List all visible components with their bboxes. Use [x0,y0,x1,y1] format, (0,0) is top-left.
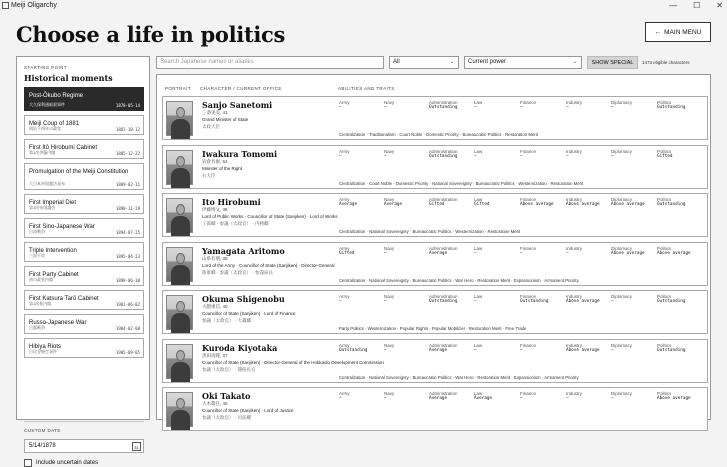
ability-label: Administration [429,294,458,299]
ability-label: Administration [429,197,458,202]
ability-value: – [384,153,387,159]
show-special-button[interactable]: SHOW SPECIAL [587,56,638,69]
character-office: Lord of the Army · Councillor of State (Sanjiken) · Director-General [202,262,335,268]
ability-value: Outstanding [520,299,549,304]
ability-value: – [611,299,614,304]
moment-card[interactable] [24,139,144,159]
ability-value: Gifted [429,202,445,207]
ability-cell [339,343,385,353]
character-traits: Centralization · National Sovereignty · Bureaucratic Politics · War Hero · Restoration Merit · Expansionism · Armament Priority [339,277,579,283]
ability-label: Law [474,148,483,154]
ability-label: Law [474,197,483,202]
ability-label: Finance [520,245,537,251]
moment-name: First Itō Hirobumi Cabinet [29,145,98,151]
chevron-down-icon: ⌄ [449,59,454,65]
ability-value: Average [339,202,358,207]
ability-label: Navy [384,391,395,396]
main-menu-button[interactable] [645,22,711,42]
ability-label: Administration [429,148,458,154]
moment-card[interactable] [24,115,144,135]
ability-label: Army [339,294,350,299]
ability-cell [384,391,430,401]
ability-value: – [339,396,342,401]
ability-label: Diplomacy [611,197,633,202]
character-row[interactable] [162,96,708,140]
ability-cell [566,294,612,304]
moment-card[interactable] [24,314,144,334]
ability-label: Finance [520,342,537,348]
ability-cell [339,149,385,159]
ability-cell [384,343,430,353]
ability-label: Politics [657,245,672,251]
ability-value: – [520,396,523,401]
character-row[interactable] [162,193,708,237]
ability-label: Industry [566,100,583,105]
moment-card[interactable] [24,194,144,214]
ability-cell [611,391,657,401]
moment-card[interactable] [24,218,144,238]
ability-cell [657,197,703,207]
moment-card[interactable] [24,242,144,262]
ability-cell [520,100,566,110]
page-title: Choose a life in politics [16,22,286,47]
ability-cell [429,149,475,159]
window-title: Meiji Oligarchy [11,2,57,9]
app-icon [2,2,9,9]
ability-value: – [384,396,387,401]
ability-value: – [520,347,523,353]
character-office-japanese: 参議（太政官） · 開拓長官 [202,366,256,372]
ability-value: Average [429,347,448,353]
eligible-count: 1473 eligible characters [642,60,690,65]
ability-label: Finance [520,391,537,396]
ability-label: Administration [429,391,458,396]
moment-card[interactable] [24,163,144,190]
ability-label: Finance [520,197,537,202]
ability-cell [429,100,475,110]
header-character: CHARACTER / CURRENT OFFICE [200,86,282,91]
moment-japanese-name: 大日本帝国憲法発布 [29,181,65,186]
ability-value: – [566,396,569,401]
custom-date-label: CUSTOM DATE [24,428,61,433]
portrait-image [166,247,193,282]
search-input[interactable]: Search Japanese names or aliases [156,56,384,69]
character-traits: Centralization · National Sovereignty · Bureaucratic Politics · War Hero · Restoration Merit · Expansionism · Armament Priority [339,374,579,380]
ability-value: – [566,153,569,159]
ability-cell [566,391,612,401]
character-row[interactable] [162,145,708,189]
moment-date: 1890-11-29 [115,206,140,211]
moment-japanese-name: 初の政党内閣 [29,277,53,282]
moment-japanese-name: 第1次桂内閣 [29,301,52,306]
ability-label: Law [474,342,483,348]
character-office-japanese: 工部卿 · 参議（太政官） · 内務卿 [202,221,269,226]
ability-cell [611,294,657,304]
ability-label: Politics [657,391,672,396]
portrait-image [166,344,193,379]
ability-label: Army [339,197,350,202]
group-select[interactable] [389,56,459,69]
ability-value: Above average [520,202,554,207]
ability-value: Above average [566,299,600,304]
portrait-image [166,295,193,330]
ability-cell [566,100,612,110]
ability-value: – [384,347,387,353]
ability-value: – [384,299,387,304]
moment-name: First Katsura Tarō Cabinet [29,296,99,302]
ability-cell [384,246,430,256]
ability-cell [474,391,520,401]
ability-cell [429,246,475,256]
header-abilities: ABILITIES AND TRAITS [338,86,395,91]
moment-date: 1895-04-23 [115,254,140,259]
ability-value: Above average [657,396,691,401]
ability-value: Outstanding [429,299,458,304]
ability-cell [566,149,612,159]
ability-cell [566,246,612,256]
custom-date-input[interactable] [24,439,144,453]
ability-cell [611,100,657,110]
character-traits: Centralization · Traditionalism · Court Noble · Domestic Priority · Bureaucratic Politics · Restoration Merit [339,132,538,137]
character-office-japanese: 太政大臣 [202,124,220,129]
uncertain-checkbox[interactable] [24,459,32,467]
portrait-image [166,392,193,427]
character-office-japanese: 参議（太政官） · 大蔵卿 [202,318,251,323]
ability-label: Finance [520,100,537,105]
portrait-image [166,101,193,136]
ability-label: Navy [384,148,395,154]
ability-label: Administration [429,245,458,251]
character-name: Kuroda Kiyotaka [202,342,278,353]
ability-cell [474,343,520,353]
ability-cell [339,100,385,110]
character-office: Grand Minister of State [202,117,249,122]
ability-label: Law [474,294,483,299]
character-office: Councillor of State (Sanjiken) · Lord of Finance [202,311,296,316]
ability-label: Politics [657,294,672,299]
ability-value: Outstanding [429,153,458,159]
ability-label: Law [474,100,483,105]
starting-point-label: STARTING POINT [24,65,67,70]
ability-label: Army [339,245,350,251]
ability-value: – [339,105,342,110]
ability-label: Diplomacy [611,294,633,299]
ability-label: Politics [657,197,672,202]
ability-cell [566,197,612,207]
ability-cell [474,294,520,304]
ability-cell [339,294,385,304]
character-table [156,74,711,420]
ability-label: Industry [566,197,583,202]
main-menu-label: MAIN MENU [664,28,702,36]
ability-label: Diplomacy [611,100,633,105]
moment-card[interactable] [24,266,144,286]
ability-value: – [566,105,569,110]
ability-cell [429,197,475,207]
ability-label: Industry [566,342,583,348]
ability-cell [339,391,385,401]
ability-cell [384,149,430,159]
character-office: Lord of Public Works · Councillor of State (Sanjiken) · Lord of Works [202,214,338,219]
ability-label: Army [339,342,350,348]
moment-date: 1894-07-25 [115,230,140,235]
moment-date: 1898-06-30 [115,278,140,283]
ability-cell [611,343,657,353]
ability-value: Outstanding [657,347,686,353]
moment-name: First Sino-Japanese War [29,224,95,230]
ability-cell [611,149,657,159]
ability-cell [429,294,475,304]
ability-cell [657,343,703,353]
ability-cell [520,246,566,256]
character-row[interactable] [162,387,708,431]
moment-name: Hibiya Riots [29,344,62,350]
ability-cell [429,343,475,353]
character-name: Sanjo Sanetomi [202,100,273,110]
character-office: Councillor of State (Sanjiken) · Lord of Justice [202,408,294,413]
ability-cell [384,294,430,304]
moment-japanese-name: 日清戦争 [29,229,45,234]
character-office-japanese: 右大臣 [202,172,216,178]
ability-label: Diplomacy [611,148,633,154]
character-row[interactable] [162,339,708,383]
ability-label: Politics [657,148,672,154]
ability-label: Navy [384,100,395,105]
ability-cell [339,246,385,256]
ability-value: Outstanding [429,105,458,110]
uncertain-label: Include uncertain dates [36,460,99,466]
ability-label: Politics [657,342,672,348]
ability-value: Average [429,396,448,401]
ability-label: Navy [384,245,395,251]
moment-name: First Party Cabinet [29,272,79,278]
ability-cell [611,246,657,256]
chevron-down-icon: ⌄ [572,59,577,65]
ability-value: – [384,250,387,256]
character-japanese-name: 山県有朋, 39 [202,255,228,261]
character-japanese-name: 三条実美, 41 [202,110,228,115]
moment-japanese-name: 第1回帝国議会 [29,205,56,210]
moment-japanese-name: 明治十四年の政変 [29,126,61,131]
moment-japanese-name: 三国干渉 [29,253,45,258]
moment-japanese-name: 大久保利通暗殺事件 [29,102,65,107]
ability-label: Law [474,391,483,396]
ability-cell [474,149,520,159]
moment-name: First Imperial Diet [29,200,77,206]
ability-label: Industry [566,391,583,396]
ability-cell [520,391,566,401]
ability-value: Above average [566,202,600,207]
ability-cell [520,149,566,159]
moment-name: Meiji Coup of 1881 [29,121,80,127]
ability-label: Navy [384,197,395,202]
ability-cell [657,149,703,159]
ability-label: Finance [520,148,537,154]
ability-label: Army [339,148,350,154]
power-select-value: Current power [468,59,507,65]
character-name: Okuma Shigenobu [202,294,285,304]
ability-value: – [474,250,477,256]
character-traits: Centralization · National Sovereignty · Bureaucratic Politics · Westernization · Restoration Merit [339,229,521,234]
character-traits: Party Politics · Westernization · Popular Rights · Popular Mobilizer · Restoration Merit · Free Trade [339,326,527,331]
character-japanese-name: 岩倉具視, 52 [202,158,228,164]
power-select[interactable] [464,56,582,69]
ability-value: Above average [566,347,600,353]
ability-value: – [339,299,342,304]
ability-value: – [339,153,342,159]
moment-japanese-name: 日比谷焼打事件 [29,349,57,354]
ability-value: – [520,153,523,159]
header-portrait: PORTRAIT [165,86,191,91]
ability-cell [429,391,475,401]
moment-date: 1901-06-02 [115,302,140,307]
ability-value: Outstanding [657,299,686,304]
ability-label: Army [339,100,350,105]
minimize-button[interactable]: — [669,1,678,10]
ability-cell [520,197,566,207]
character-row[interactable] [162,290,708,334]
group-select-value: All [393,59,400,65]
ability-label: Navy [384,342,395,348]
historical-moments-title: Historical moments [24,73,113,83]
ability-value: Average [474,396,493,401]
calendar-icon[interactable]: 31 [132,442,141,451]
ability-cell [566,343,612,353]
moment-japanese-name: 日露戦争 [29,325,45,330]
moment-name: Triple Intervention [29,248,77,254]
portrait-image [166,150,193,185]
ability-value: Gifted [339,250,355,256]
moment-date: 1904-02-08 [115,326,140,331]
arrow-left-icon: ← [654,28,662,36]
ability-cell [339,197,385,207]
ability-value: Outstanding [339,347,368,353]
maximize-button[interactable]: ☐ [693,1,701,10]
ability-value: Gifted [474,202,490,207]
ability-label: Navy [384,294,395,299]
starting-point-panel [16,56,150,466]
moment-date: 1889-02-11 [115,182,140,187]
custom-date-value: 5/14/1878 [29,443,56,449]
ability-value: Average [384,202,403,207]
ability-value: – [566,250,569,256]
ability-value: Above average [657,250,691,256]
character-office-japanese: 陸軍卿 · 参議（太政官） · 参謀局長 [202,269,273,275]
moment-name: Post-Ōkubo Regime [29,93,84,99]
ability-cell [384,100,430,110]
character-japanese-name: 伊藤博文, 36 [202,207,228,212]
ability-value: Outstanding [657,202,686,207]
moment-date: 1878-05-14 [115,103,140,108]
character-office: Councillor of State (Sanjiken) · Director-General of the Hokkaido Development Commission [202,359,384,365]
ability-cell [520,294,566,304]
character-japanese-name: 黒田清隆, 37 [202,352,228,358]
ability-label: Diplomacy [611,391,633,396]
ability-cell [657,294,703,304]
ability-cell [384,197,430,207]
ability-cell [611,197,657,207]
character-japanese-name: 大木喬任, 46 [202,401,228,406]
moment-date: 1885-12-22 [115,151,140,156]
ability-value: – [520,250,523,256]
close-button[interactable]: ✕ [716,1,723,10]
ability-value: – [611,153,614,159]
ability-label: Diplomacy [611,245,633,251]
ability-label: Finance [520,294,537,299]
ability-value: Outstanding [657,105,686,110]
ability-cell [657,100,703,110]
ability-label: Law [474,245,483,251]
ability-label: Industry [566,245,583,251]
ability-label: Diplomacy [611,342,633,348]
ability-cell [474,100,520,110]
moment-card[interactable] [24,290,144,310]
character-name: Ito Hirobumi [202,197,261,207]
uncertain-dates-toggle[interactable] [24,459,98,467]
character-name: Oki Takato [202,391,251,401]
character-row[interactable] [162,242,708,286]
ability-value: – [474,153,477,159]
ability-value: – [474,347,477,353]
divider [24,421,144,422]
ability-label: Administration [429,100,458,105]
character-traits: Centralization · Court Noble · Domestic Priority · National Sovereignty · Bureaucratic Politics · Westernization · Restoration Merit [339,180,584,186]
title-bar [0,0,727,12]
ability-value: – [520,105,523,110]
ability-cell [474,197,520,207]
ability-value: Above average [611,202,645,207]
character-office: Minister of the Right [202,165,243,171]
moment-card[interactable] [24,338,144,358]
portrait-image [166,198,193,233]
ability-value: – [611,347,614,353]
ability-value: – [611,105,614,110]
ability-label: Industry [566,148,583,154]
character-japanese-name: 大隈重信, 40 [202,304,228,309]
moment-date: 1881-10-12 [115,127,140,132]
moment-card[interactable] [24,87,144,111]
ability-value: – [474,299,477,304]
character-name: Yamagata Aritomo [202,245,285,256]
ability-cell [657,246,703,256]
ability-value: – [611,396,614,401]
character-office-japanese: 参議（太政官） · 司法卿 [202,415,251,420]
ability-value: Average [429,250,448,256]
ability-value: Gifted [657,153,673,159]
moment-japanese-name: 第1次伊藤内閣 [29,150,56,155]
ability-value: – [384,105,387,110]
ability-cell [474,246,520,256]
moment-name: Russo-Japanese War [29,320,87,326]
ability-value: – [474,105,477,110]
moment-date: 1905-09-05 [115,350,140,355]
character-name: Iwakura Tomomi [202,148,278,159]
ability-value: Above average [611,250,645,256]
ability-label: Industry [566,294,583,299]
ability-label: Army [339,391,350,396]
ability-label: Politics [657,100,672,105]
ability-label: Administration [429,342,458,348]
ability-cell [520,343,566,353]
moment-name: Promulgation of the Meiji Constitution [29,169,129,175]
ability-cell [657,391,703,401]
